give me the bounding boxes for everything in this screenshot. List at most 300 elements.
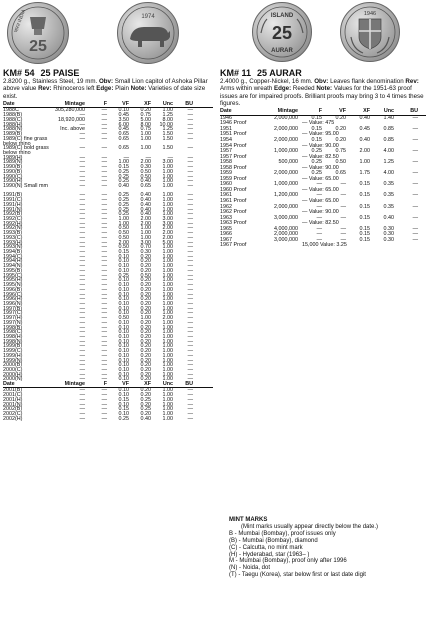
cell-xf: 1.75 <box>359 170 370 177</box>
cell-mintage: — <box>79 348 85 355</box>
cell-xf: 0.20 <box>140 253 151 260</box>
coin-reverse-image <box>117 2 179 64</box>
header-mintage: Mintage <box>277 108 298 115</box>
cell-xf: 0.50 <box>140 173 151 180</box>
description-text: Reeded <box>291 85 317 93</box>
cell-date: 1994(C) <box>3 253 23 260</box>
cell-unc: 0.85 <box>383 136 394 143</box>
description-field-label: Obv: <box>314 78 329 85</box>
cell-bu: — <box>412 231 418 238</box>
cell-f: — <box>101 338 107 345</box>
cell-f: — <box>101 286 107 293</box>
cell-date: 1997(N) <box>3 319 23 326</box>
cell-date: 1996(N) <box>3 300 23 307</box>
cell-mintage: — <box>79 253 85 260</box>
cell-mintage: — <box>79 206 85 213</box>
cell-mintage: — <box>79 286 85 293</box>
cell-f: — <box>101 192 107 199</box>
coin-reverse-year: 1974 <box>141 14 155 20</box>
header-f: F <box>103 381 107 388</box>
cell-f: 0.15 <box>311 136 322 143</box>
cell-unc: 1.00 <box>162 282 173 289</box>
cell-date: 1962 Proof <box>220 209 247 216</box>
cell-vf: 1.00 <box>118 220 129 227</box>
cell-mintage: — <box>79 249 85 256</box>
cell-unc: 1.00 <box>162 319 173 326</box>
cell-mintage: — <box>79 178 85 185</box>
description-text: Leaves flank denomination <box>328 78 406 85</box>
cell-bu: — <box>412 148 418 155</box>
cell-unc: 1.00 <box>162 392 173 399</box>
header-bu: BU <box>185 100 193 107</box>
cell-date: 1993(C) <box>3 234 23 241</box>
cell-f: — <box>101 296 107 303</box>
cell-mintage: — <box>79 225 85 232</box>
cell-vf: 0.65 <box>118 131 129 138</box>
proof-row <box>220 243 426 249</box>
cell-proof-value: — Value: 90.00 <box>302 142 339 149</box>
cell-bu: — <box>187 376 193 383</box>
coin-obverse-image <box>7 2 69 64</box>
cell-mintage: — <box>79 352 85 359</box>
cell-vf: 0.10 <box>118 286 129 293</box>
cell-f: — <box>316 203 322 210</box>
cell-bu: — <box>187 392 193 399</box>
cell-bu: — <box>412 214 418 221</box>
cell-date: 1990(B) <box>3 168 23 175</box>
cell-vf: — <box>340 214 346 221</box>
cell-vf: 0.10 <box>118 253 129 260</box>
cell-date: 1954 <box>220 136 232 143</box>
cell-mintage: — <box>79 164 85 171</box>
cell-mintage: — <box>79 319 85 326</box>
coin-images-km11 <box>220 0 426 66</box>
cell-mintage: — <box>79 357 85 364</box>
cell-date: 1959 <box>220 170 232 177</box>
cell-date: 1990(B) <box>3 164 23 171</box>
cell-xf: 0.20 <box>140 410 151 417</box>
cell-f: — <box>101 282 107 289</box>
cell-unc: 1.00 <box>162 310 173 317</box>
cell-bu: — <box>187 112 193 119</box>
cell-unc: 0.40 <box>383 214 394 221</box>
description-text: Plain <box>113 85 131 93</box>
cell-xf: 0.65 <box>140 182 151 189</box>
cell-unc: 1.00 <box>162 164 173 171</box>
cell-mintage: — <box>79 192 85 199</box>
cell-xf: 0.30 <box>140 164 151 171</box>
cell-date: 1961 <box>220 192 232 199</box>
cell-date: 1999(C) <box>3 348 23 355</box>
cell-unc: 2.00 <box>162 230 173 237</box>
cell-mintage: — <box>79 135 85 142</box>
cell-unc: — <box>167 154 173 161</box>
cell-xf: 1.00 <box>140 234 151 241</box>
cell-unc: 1.00 <box>162 263 173 270</box>
cell-bu: — <box>187 282 193 289</box>
cell-mintage: — <box>79 291 85 298</box>
cell-bu: — <box>187 329 193 336</box>
cell-vf: 0.45 <box>118 112 129 119</box>
cell-xf: 0.20 <box>140 387 151 394</box>
cell-unc: 1.00 <box>162 300 173 307</box>
cell-xf: 0.20 <box>140 258 151 265</box>
cell-f: — <box>101 258 107 265</box>
cell-date: 1993(N) <box>3 244 23 251</box>
cell-date: 1990(N) Small mm <box>3 182 48 189</box>
cell-vf: 0.20 <box>335 136 346 143</box>
cell-bu: — <box>412 203 418 210</box>
description-field-label: Edge: <box>273 85 292 93</box>
cell-xf: 0.20 <box>140 286 151 293</box>
cell-f: 0.15 <box>311 125 322 132</box>
cell-f: — <box>101 343 107 350</box>
header-date: Date <box>3 100 15 107</box>
rhinoceros-icon <box>130 27 170 47</box>
cell-mintage: — <box>79 415 85 422</box>
cell-date: 1989(C) bold grass below rhino <box>3 145 49 156</box>
km11-number: KM# 11 <box>220 68 252 78</box>
description-text: Varieties of date size exist. <box>3 85 206 100</box>
cell-vf: 0.10 <box>118 362 129 369</box>
header-vf: VF <box>339 108 346 115</box>
header-mintage: Mintage <box>64 381 85 388</box>
cell-unc: 1.00 <box>162 343 173 350</box>
cell-date: 2002(B) <box>3 406 23 413</box>
cell-bu: — <box>187 249 193 256</box>
cell-vf: 0.65 <box>335 170 346 177</box>
cell-date: 1960 Proof <box>220 186 247 193</box>
cell-date: 1946 <box>220 114 232 121</box>
mint-marks-section <box>229 517 425 579</box>
cell-unc: 1.00 <box>162 401 173 408</box>
cell-vf: 0.10 <box>118 387 129 394</box>
cell-xf: 0.20 <box>140 263 151 270</box>
cell-bu: — <box>187 121 193 128</box>
cell-mintage: — <box>79 343 85 350</box>
header-mintage: Mintage <box>64 100 85 107</box>
cell-unc: 1.00 <box>162 277 173 284</box>
cell-unc: 1.00 <box>162 173 173 180</box>
cell-vf: 0.50 <box>118 225 129 232</box>
mint-mark-line: B - Mumbai (Bombay), proof issues only <box>229 530 336 537</box>
cell-unc: 1.00 <box>162 329 173 336</box>
cell-vf: 0.50 <box>335 159 346 166</box>
cell-unc: 1.50 <box>162 145 173 152</box>
cell-vf: 0.10 <box>118 282 129 289</box>
cell-date: 1992(B) <box>3 211 23 218</box>
header-f: F <box>318 108 322 115</box>
cell-mintage: 2,000,000 <box>274 231 298 238</box>
cell-f: — <box>101 154 107 161</box>
cell-vf: 0.10 <box>118 329 129 336</box>
cell-f: — <box>101 305 107 312</box>
cell-f: — <box>101 112 107 119</box>
cell-date: 1965 <box>220 225 232 232</box>
cell-f: — <box>101 329 107 336</box>
cell-f: — <box>101 216 107 223</box>
header-xf: XF <box>144 381 151 388</box>
cell-bu: — <box>187 145 193 152</box>
cell-date: 1996(H) <box>3 296 23 303</box>
cell-date: 2001(H) <box>3 396 23 403</box>
cell-bu: — <box>187 192 193 199</box>
cell-vf: 0.10 <box>118 348 129 355</box>
cell-xf: 0.20 <box>140 371 151 378</box>
cell-unc: 1.00 <box>162 406 173 413</box>
cell-mintage: — <box>79 216 85 223</box>
cell-vf: — <box>340 181 346 188</box>
km54-description <box>3 78 213 100</box>
cell-bu: — <box>412 225 418 232</box>
cell-vf: 0.65 <box>118 145 129 152</box>
cell-unc: 1.50 <box>162 131 173 138</box>
km11-title: 25 AURAR <box>257 68 302 78</box>
cell-date: 1997(C) <box>3 310 23 317</box>
cell-unc: 0.30 <box>383 231 394 238</box>
description-text: Rhinoceros left <box>51 85 97 93</box>
description-field-label: Note: <box>130 85 147 93</box>
cell-mintage: — <box>79 201 85 208</box>
cell-date: 1996(B) <box>3 286 23 293</box>
cell-xf: 0.20 <box>140 305 151 312</box>
cell-xf: 0.20 <box>140 376 151 383</box>
cell-unc: 1.00 <box>162 197 173 204</box>
header-bu: BU <box>410 108 418 115</box>
cell-date: 1963 Proof <box>220 220 247 227</box>
cell-date: 1966 <box>220 231 232 238</box>
cell-mintage: — <box>79 263 85 270</box>
cell-mintage: 1,000,000 <box>274 148 298 155</box>
cell-bu: — <box>187 406 193 413</box>
cell-xf: 0.20 <box>140 107 151 114</box>
cell-vf: 0.25 <box>118 201 129 208</box>
cell-bu: — <box>412 159 418 166</box>
cell-f: — <box>101 249 107 256</box>
cell-unc: 1.40 <box>383 114 394 121</box>
cell-f: — <box>101 173 107 180</box>
cell-vf: 0.25 <box>118 272 129 279</box>
cell-f: — <box>101 415 107 422</box>
cell-f: — <box>101 116 107 123</box>
cell-xf: 1.00 <box>140 225 151 232</box>
cell-bu: — <box>187 159 193 166</box>
cell-xf: 0.15 <box>359 231 370 238</box>
cell-bu: — <box>412 136 418 143</box>
cell-xf: 0.15 <box>359 236 370 243</box>
cell-proof-value: — Value: 90.00 <box>302 164 339 171</box>
cell-date: 1991(H) <box>3 201 23 208</box>
cell-mintage: — <box>79 315 85 322</box>
cell-bu: — <box>187 296 193 303</box>
cell-bu: — <box>412 114 418 121</box>
coin-images-km54 <box>3 0 213 66</box>
cell-date: 1957 Proof <box>220 153 247 160</box>
cell-date: 2000(H) <box>3 371 23 378</box>
cell-bu: — <box>187 410 193 417</box>
cell-date: 2000(B) <box>3 362 23 369</box>
cell-unc: 2.00 <box>162 315 173 322</box>
cell-unc: 1.00 <box>162 244 173 251</box>
cell-vf: 0.10 <box>118 319 129 326</box>
cell-mintage: 2,000,000 <box>274 114 298 121</box>
cell-f: — <box>101 220 107 227</box>
cell-bu: — <box>187 272 193 279</box>
table-row <box>3 417 213 422</box>
cell-bu: — <box>187 131 193 138</box>
cell-bu: — <box>187 239 193 246</box>
cell-mintage: 2,000,000 <box>274 170 298 177</box>
cell-xf: 0.20 <box>140 300 151 307</box>
cell-date: 1946 Proof <box>220 120 247 127</box>
cell-xf: 2.00 <box>140 216 151 223</box>
cell-unc: 1.00 <box>162 296 173 303</box>
mint-mark-line: M - Mumbai (Bombay), proof only after 1996 <box>229 558 347 565</box>
cell-bu: — <box>187 220 193 227</box>
cell-xf: 0.25 <box>140 406 151 413</box>
cell-vf: 0.15 <box>118 164 129 171</box>
table-row <box>3 146 213 155</box>
cell-unc: 1.00 <box>162 192 173 199</box>
cell-unc: 2.00 <box>162 225 173 232</box>
cell-xf: 0.15 <box>359 214 370 221</box>
cell-mintage: — <box>79 267 85 274</box>
cell-f: — <box>316 214 322 221</box>
cell-date: 1992(C) <box>3 216 23 223</box>
cell-xf: 0.20 <box>140 352 151 359</box>
km54-heading <box>3 68 213 78</box>
km54-title: 25 PAISE <box>40 68 80 78</box>
cell-date: 1997(H) <box>3 315 23 322</box>
header-unc: Unc <box>162 381 173 388</box>
cell-unc: 1.00 <box>162 258 173 265</box>
mint-mark-line: (Mint marks usually appear directly below the date.) <box>241 523 379 530</box>
cell-mintage: Inc. above <box>60 126 85 133</box>
cell-bu: — <box>412 192 418 199</box>
cell-date: 1963 <box>220 214 232 221</box>
cell-bu: — <box>187 371 193 378</box>
cell-mintage: — <box>79 272 85 279</box>
km11-table-header <box>220 108 426 116</box>
cell-unc: 5.00 <box>162 239 173 246</box>
cell-f: — <box>101 324 107 331</box>
cell-mintage: — <box>79 282 85 289</box>
cell-bu: — <box>187 107 193 114</box>
cell-proof-value: — Value: 65.00 <box>302 186 339 193</box>
cell-f: — <box>101 401 107 408</box>
cell-bu: — <box>187 197 193 204</box>
cell-unc: 1.00 <box>162 253 173 260</box>
cell-proof-value: — Value: 65.00 <box>302 197 339 204</box>
cell-mintage: — <box>79 406 85 413</box>
cell-unc: 1.25 <box>162 112 173 119</box>
header-xf: XF <box>144 100 151 107</box>
cell-mintage: — <box>79 367 85 374</box>
cell-xf: 1.00 <box>140 315 151 322</box>
cell-mintage: 1,200,000 <box>274 192 298 199</box>
cell-vf: 1.00 <box>118 159 129 166</box>
cell-f: — <box>101 164 107 171</box>
cell-bu: — <box>187 291 193 298</box>
cell-f: 0.25 <box>311 148 322 155</box>
cell-f: — <box>101 178 107 185</box>
cell-xf: 0.20 <box>140 319 151 326</box>
cell-bu: — <box>187 387 193 394</box>
cell-bu: — <box>187 319 193 326</box>
cell-f: — <box>101 211 107 218</box>
cell-proof-value: — Value: 475 <box>302 120 335 127</box>
cell-proof-value: — Value: 82.50 <box>302 153 339 160</box>
cell-xf: 0.40 <box>140 206 151 213</box>
cell-mintage: — <box>79 362 85 369</box>
cell-f: — <box>101 131 107 138</box>
cell-date: 1988(B) <box>3 112 23 119</box>
cell-date: 1958 Proof <box>220 164 247 171</box>
cell-date: 1990(C) <box>3 173 23 180</box>
cell-bu: — <box>187 315 193 322</box>
cell-xf: 0.20 <box>140 348 151 355</box>
cell-unc: 1.00 <box>162 352 173 359</box>
cell-xf: 0.20 <box>140 392 151 399</box>
cell-vf: 0.10 <box>118 263 129 270</box>
cell-mintage: — <box>79 310 85 317</box>
cell-f: — <box>101 315 107 322</box>
cell-unc: 1.00 <box>162 201 173 208</box>
cell-mintage: — <box>79 277 85 284</box>
cell-unc: 1.00 <box>162 415 173 422</box>
mint-mark-line: (N) - Noida, dot <box>229 565 271 572</box>
cell-vf: 0.10 <box>118 338 129 345</box>
description-text: Small Lion capitol of Ashoka Pillar above value <box>3 78 208 93</box>
cell-f: — <box>101 244 107 251</box>
cell-xf: 0.15 <box>359 225 370 232</box>
cell-date: 1994(B) <box>3 249 23 256</box>
cell-date: 1995(B) <box>3 267 23 274</box>
header-unc: Unc <box>162 100 173 107</box>
cell-bu: — <box>187 116 193 123</box>
cell-date: 1993(H) <box>3 239 23 246</box>
cell-bu: — <box>187 253 193 260</box>
cell-date: 1958 <box>220 159 232 166</box>
cell-mintage: 3,000,000 <box>274 214 298 221</box>
cell-xf: 8.00 <box>140 121 151 128</box>
cell-xf: 0.20 <box>140 329 151 336</box>
cell-vf: 0.10 <box>118 352 129 359</box>
coin-reverse-image <box>340 2 400 62</box>
cell-mintage: — <box>79 131 85 138</box>
cell-vf: 0.10 <box>118 300 129 307</box>
coin-reverse-year: 1946 <box>363 11 377 17</box>
cell-vf: — <box>123 154 129 161</box>
cell-unc: 1.00 <box>162 324 173 331</box>
cell-f: — <box>101 376 107 383</box>
cell-unc: 3.00 <box>162 159 173 166</box>
cell-vf: 0.10 <box>118 324 129 331</box>
cell-xf: 0.40 <box>140 178 151 185</box>
cell-bu: — <box>187 211 193 218</box>
cell-bu: — <box>187 201 193 208</box>
cell-bu: — <box>187 357 193 364</box>
coin-obverse-image <box>252 2 312 62</box>
cell-xf: 0.20 <box>140 291 151 298</box>
cell-xf: 0.40 <box>140 201 151 208</box>
cell-bu: — <box>187 164 193 171</box>
cell-date: 1993(B) <box>3 230 23 237</box>
cell-unc: 1.00 <box>162 362 173 369</box>
cell-mintage: — <box>79 168 85 175</box>
cell-unc: 1.00 <box>162 305 173 312</box>
cell-bu: — <box>187 135 193 142</box>
